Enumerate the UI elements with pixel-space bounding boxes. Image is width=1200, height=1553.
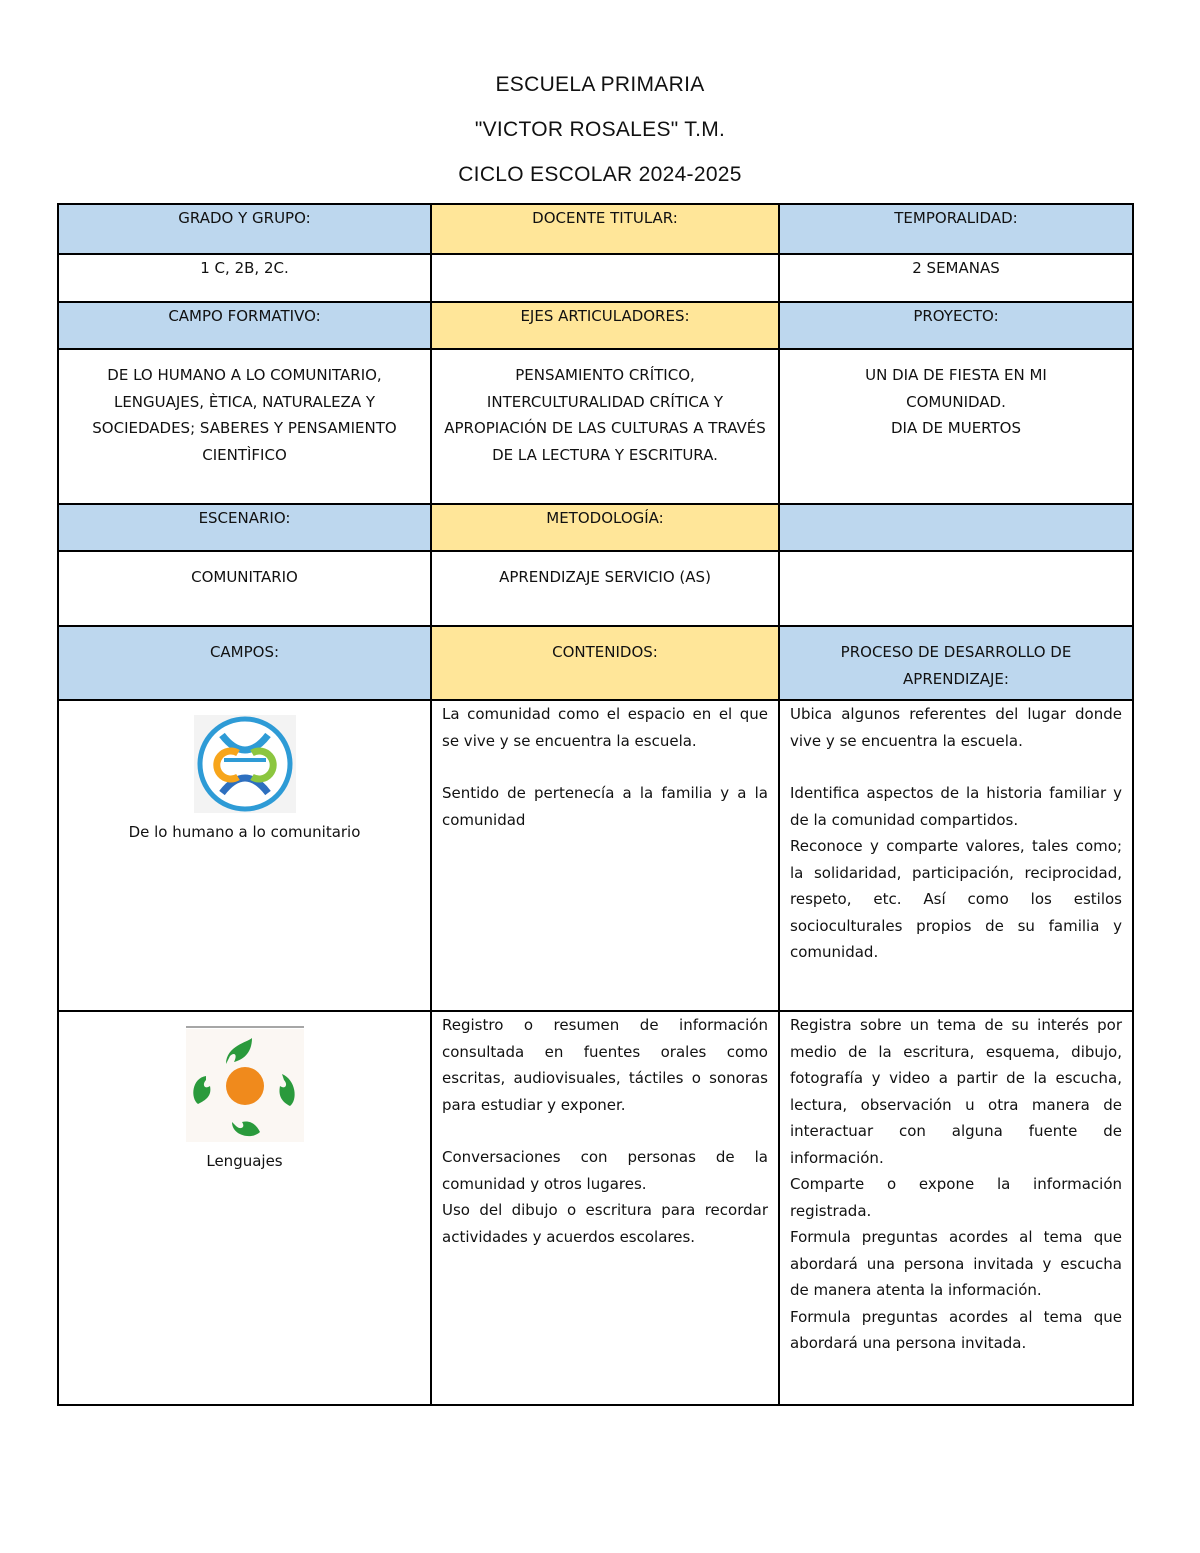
campo-label: CAMPO FORMATIVO:	[58, 302, 431, 349]
grado-value: 1 C, 2B, 2C.	[58, 254, 431, 302]
ejes-label: EJES ARTICULADORES:	[431, 302, 779, 349]
contenido-item: La comunidad como el espacio en el que se vive y se encuentra la escuela.	[442, 705, 768, 750]
grado-label: GRADO Y GRUPO:	[58, 204, 431, 254]
school-subtitle: "VICTOR ROSALES" T.M.	[474, 118, 726, 141]
campo-name: De lo humano a lo comunitario	[128, 823, 361, 841]
proceso-item: Ubica algunos referentes del lugar donde vive y se encuentra la escuela.	[790, 705, 1122, 750]
proceso-item: Reconoce y comparte valores, tales como; la solidaridad, participación, reciprocidad, respeto, etc. Así como los estilos socioculturales propios de su familia y comunidad.	[790, 837, 1122, 961]
proyecto-line-1: UN DIA DE FIESTA EN MI COMUNIDAD.	[865, 366, 1047, 411]
docente-label: DOCENTE TITULAR:	[431, 204, 779, 254]
table-row	[58, 504, 1133, 551]
proceso-item: Registra sobre un tema de su interés por medio de la escritura, esquema, dibujo, fotografía y video a partir de la escucha, lectura, observación u otra manera de interactuar con alguna fuente de información.	[790, 1016, 1122, 1167]
proceso-item: Identifica aspectos de la historia familiar y de la comunidad compartidos.	[790, 784, 1122, 829]
contenidos-cell	[431, 1011, 779, 1405]
contenido-item: Registro o resumen de información consultada en fuentes orales como escritas, audiovisuales, táctiles o sonoras para estudiar y exponer.	[442, 1016, 768, 1114]
empty-value-cell	[779, 551, 1133, 626]
proceso-item: Formula preguntas acordes al tema que abordará una persona invitada.	[790, 1307, 1122, 1352]
ejes-value: PENSAMIENTO CRÍTICO, INTERCULTURALIDAD CRÍTICA Y APROPIACIÓN DE LAS CULTURAS A TRAVÉS DE LA LECTURA Y ESCRITURA.	[431, 349, 779, 504]
table-row	[58, 302, 1133, 349]
proceso-item: Formula preguntas acordes al tema que abordará una persona invitada y escucha de manera atenta la información.	[790, 1228, 1122, 1299]
document-header	[0, 0, 1200, 205]
table-row	[58, 1011, 1133, 1405]
proyecto-line-2: DIA DE MUERTOS	[890, 419, 1022, 437]
planning-table	[57, 203, 1134, 1406]
lenguajes-logo-icon	[186, 1026, 304, 1142]
campo-cell	[58, 1011, 431, 1405]
proceso-cell	[779, 700, 1133, 1011]
school-name: ESCUELA PRIMARIA	[495, 73, 705, 96]
campo-name: Lenguajes	[206, 1152, 283, 1170]
table-row	[58, 204, 1133, 254]
proceso-cell	[779, 1011, 1133, 1405]
school-cycle: CICLO ESCOLAR 2024-2025	[458, 163, 742, 186]
contenido-item: Sentido de pertenecía a la familia y a la comunidad	[442, 784, 768, 829]
metodologia-label: METODOLOGÍA:	[431, 504, 779, 551]
contenidos-cell	[431, 700, 779, 1011]
proyecto-value	[779, 349, 1133, 504]
table-row	[58, 700, 1133, 1011]
docente-value	[431, 254, 779, 302]
table-row	[58, 254, 1133, 302]
campo-value: DE LO HUMANO A LO COMUNITARIO, LENGUAJES, ÈTICA, NATURALEZA Y SOCIEDADES; SABERES Y PENSAMIENTO CIENTÌFICO	[58, 349, 431, 504]
contenido-item: Uso del dibujo o escritura para recordar actividades y acuerdos escolares.	[442, 1201, 768, 1246]
proceso-header: PROCESO DE DESARROLLO DE APRENDIZAJE:	[779, 626, 1133, 700]
escenario-label: ESCENARIO:	[58, 504, 431, 551]
empty-label-cell	[779, 504, 1133, 551]
proyecto-label: PROYECTO:	[779, 302, 1133, 349]
campo-cell	[58, 700, 431, 1011]
escenario-value: COMUNITARIO	[58, 551, 431, 626]
campos-header: CAMPOS:	[58, 626, 431, 700]
temporalidad-label: TEMPORALIDAD:	[779, 204, 1133, 254]
contenidos-header: CONTENIDOS:	[431, 626, 779, 700]
humano-comunitario-logo-icon	[194, 715, 296, 813]
contenido-item: Conversaciones con personas de la comunidad y otros lugares.	[442, 1148, 768, 1193]
proceso-item: Comparte o expone la información registrada.	[790, 1175, 1122, 1220]
table-row	[58, 349, 1133, 504]
table-row	[58, 626, 1133, 700]
table-row	[58, 551, 1133, 626]
metodologia-value: APRENDIZAJE SERVICIO (AS)	[431, 551, 779, 626]
temporalidad-value: 2 SEMANAS	[779, 254, 1133, 302]
